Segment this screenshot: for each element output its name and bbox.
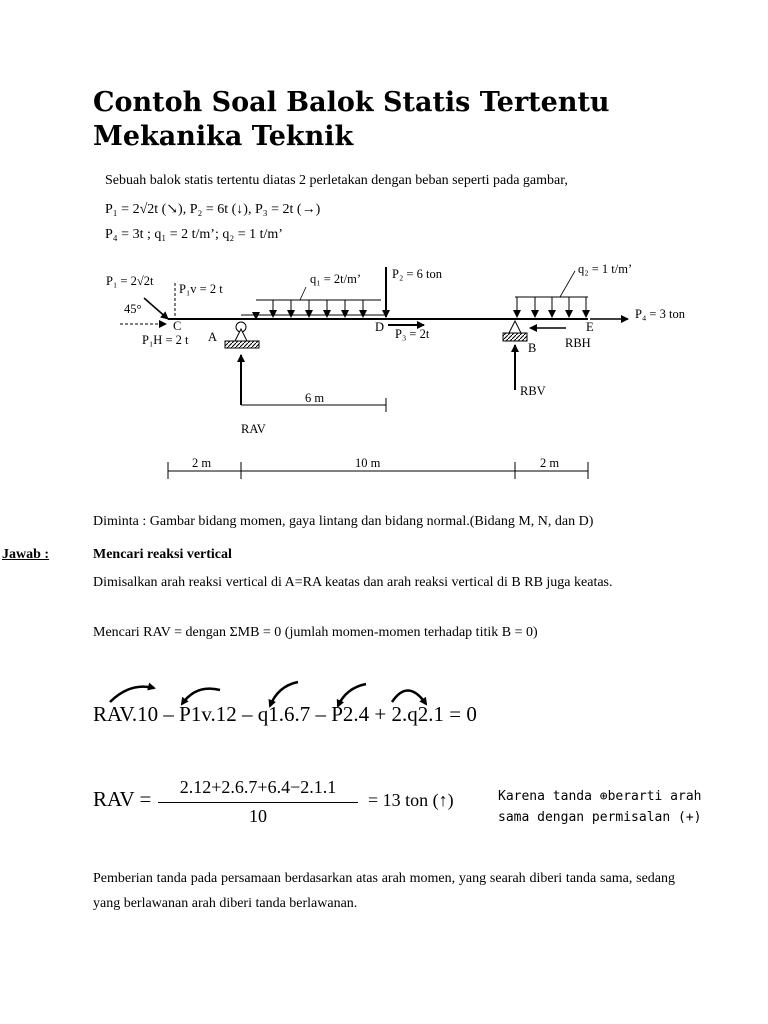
label-q2: q₂ = 1 t/m’ [578,262,633,276]
fraction-bar [158,802,358,803]
label-dim-right: 2 m [540,456,560,470]
intro-sentence: Sebuah balok statis tertentu diatas 2 perletakan dengan beban seperti pada gambar, [105,173,568,188]
label-d: D [375,320,385,334]
moment-equation: RAV.10 – P1v.12 – q1.6.7 – P2.4 + 2.q2.1 = 0 [93,702,477,726]
beam-diagram [0,255,768,485]
label-q1: q₁ = 2t/m’ [310,272,361,286]
rav-numerator: 2.12+2.6.7+6.4−2.1.1 [179,777,337,797]
sign-note [498,786,702,828]
label-p1h: P₁H = 2 t [142,333,189,347]
label-p4: P₄ = 3 ton [635,307,685,321]
question-text: Diminta : Gambar bidang momen, gaya lintang dan bidang normal.(Bidang M, N, dan D) [93,514,594,529]
loads-line-1: P₁ = 2√2t (↘), P₂ = 6t (↓), P₃ = 2t (→) [105,202,321,217]
q1-load-arrows [256,300,381,319]
sign-note-line-2: sama dengan permisalan (+) [498,810,702,825]
label-p3: P₃ = 2t [395,327,430,341]
label-c: C [173,319,182,333]
p1-arrow [144,298,168,319]
label-rbv: RBV [520,384,546,398]
label-a: A [208,330,218,344]
support-b [503,321,527,341]
title-line-2: Mekanika Teknik [93,121,354,152]
answer-label: Jawab : [2,547,50,562]
rav-denominator: 10 [249,806,267,826]
page-title [93,86,733,154]
answer-paragraph-2: Mencari RAV = dengan ΣMB = 0 (jumlah momen-momen terhadap titik B = 0) [93,625,538,640]
label-angle: 45° [124,302,142,316]
label-e: E [586,320,594,334]
answer-heading: Mencari reaksi vertical [93,547,232,562]
label-rav: RAV [241,422,266,436]
loads-line-2: P₄ = 3t ; q₁ = 2 t/m’; q₂ = 1 t/m’ [105,227,283,242]
q1-leader [300,287,306,300]
label-p1v: P₁v = 2 t [179,282,223,296]
title-line-1: Contoh Soal Balok Statis Tertentu [93,87,610,118]
label-dim-mid: 10 m [355,456,381,470]
label-p1: P₁ = 2√2t [106,274,154,288]
sign-note-line-1: Karena tanda ⊕berarti arah [498,789,702,804]
closing-paragraph: Pemberian tanda pada persamaan berdasarkan atas arah momen, yang searah diberi tanda sama, sedang yang berlawanan arah diberi tanda berlawanan. [93,871,675,911]
label-p2: P₂ = 6 ton [392,267,442,281]
rav-lhs: RAV = [93,787,152,811]
answer-paragraph-1: Dimisalkan arah reaksi vertical di A=RA keatas dan arah reaksi vertical di B RB juga keatas. [93,575,613,590]
label-dim-6m: 6 m [305,391,325,405]
q2-load-arrows [515,297,588,317]
label-dim-left: 2 m [192,456,212,470]
support-a [225,322,259,348]
rav-result: = 13 ton (↑) [368,790,454,810]
label-rbh: RBH [565,336,591,350]
label-b: B [528,341,537,355]
q2-leader [560,271,575,297]
